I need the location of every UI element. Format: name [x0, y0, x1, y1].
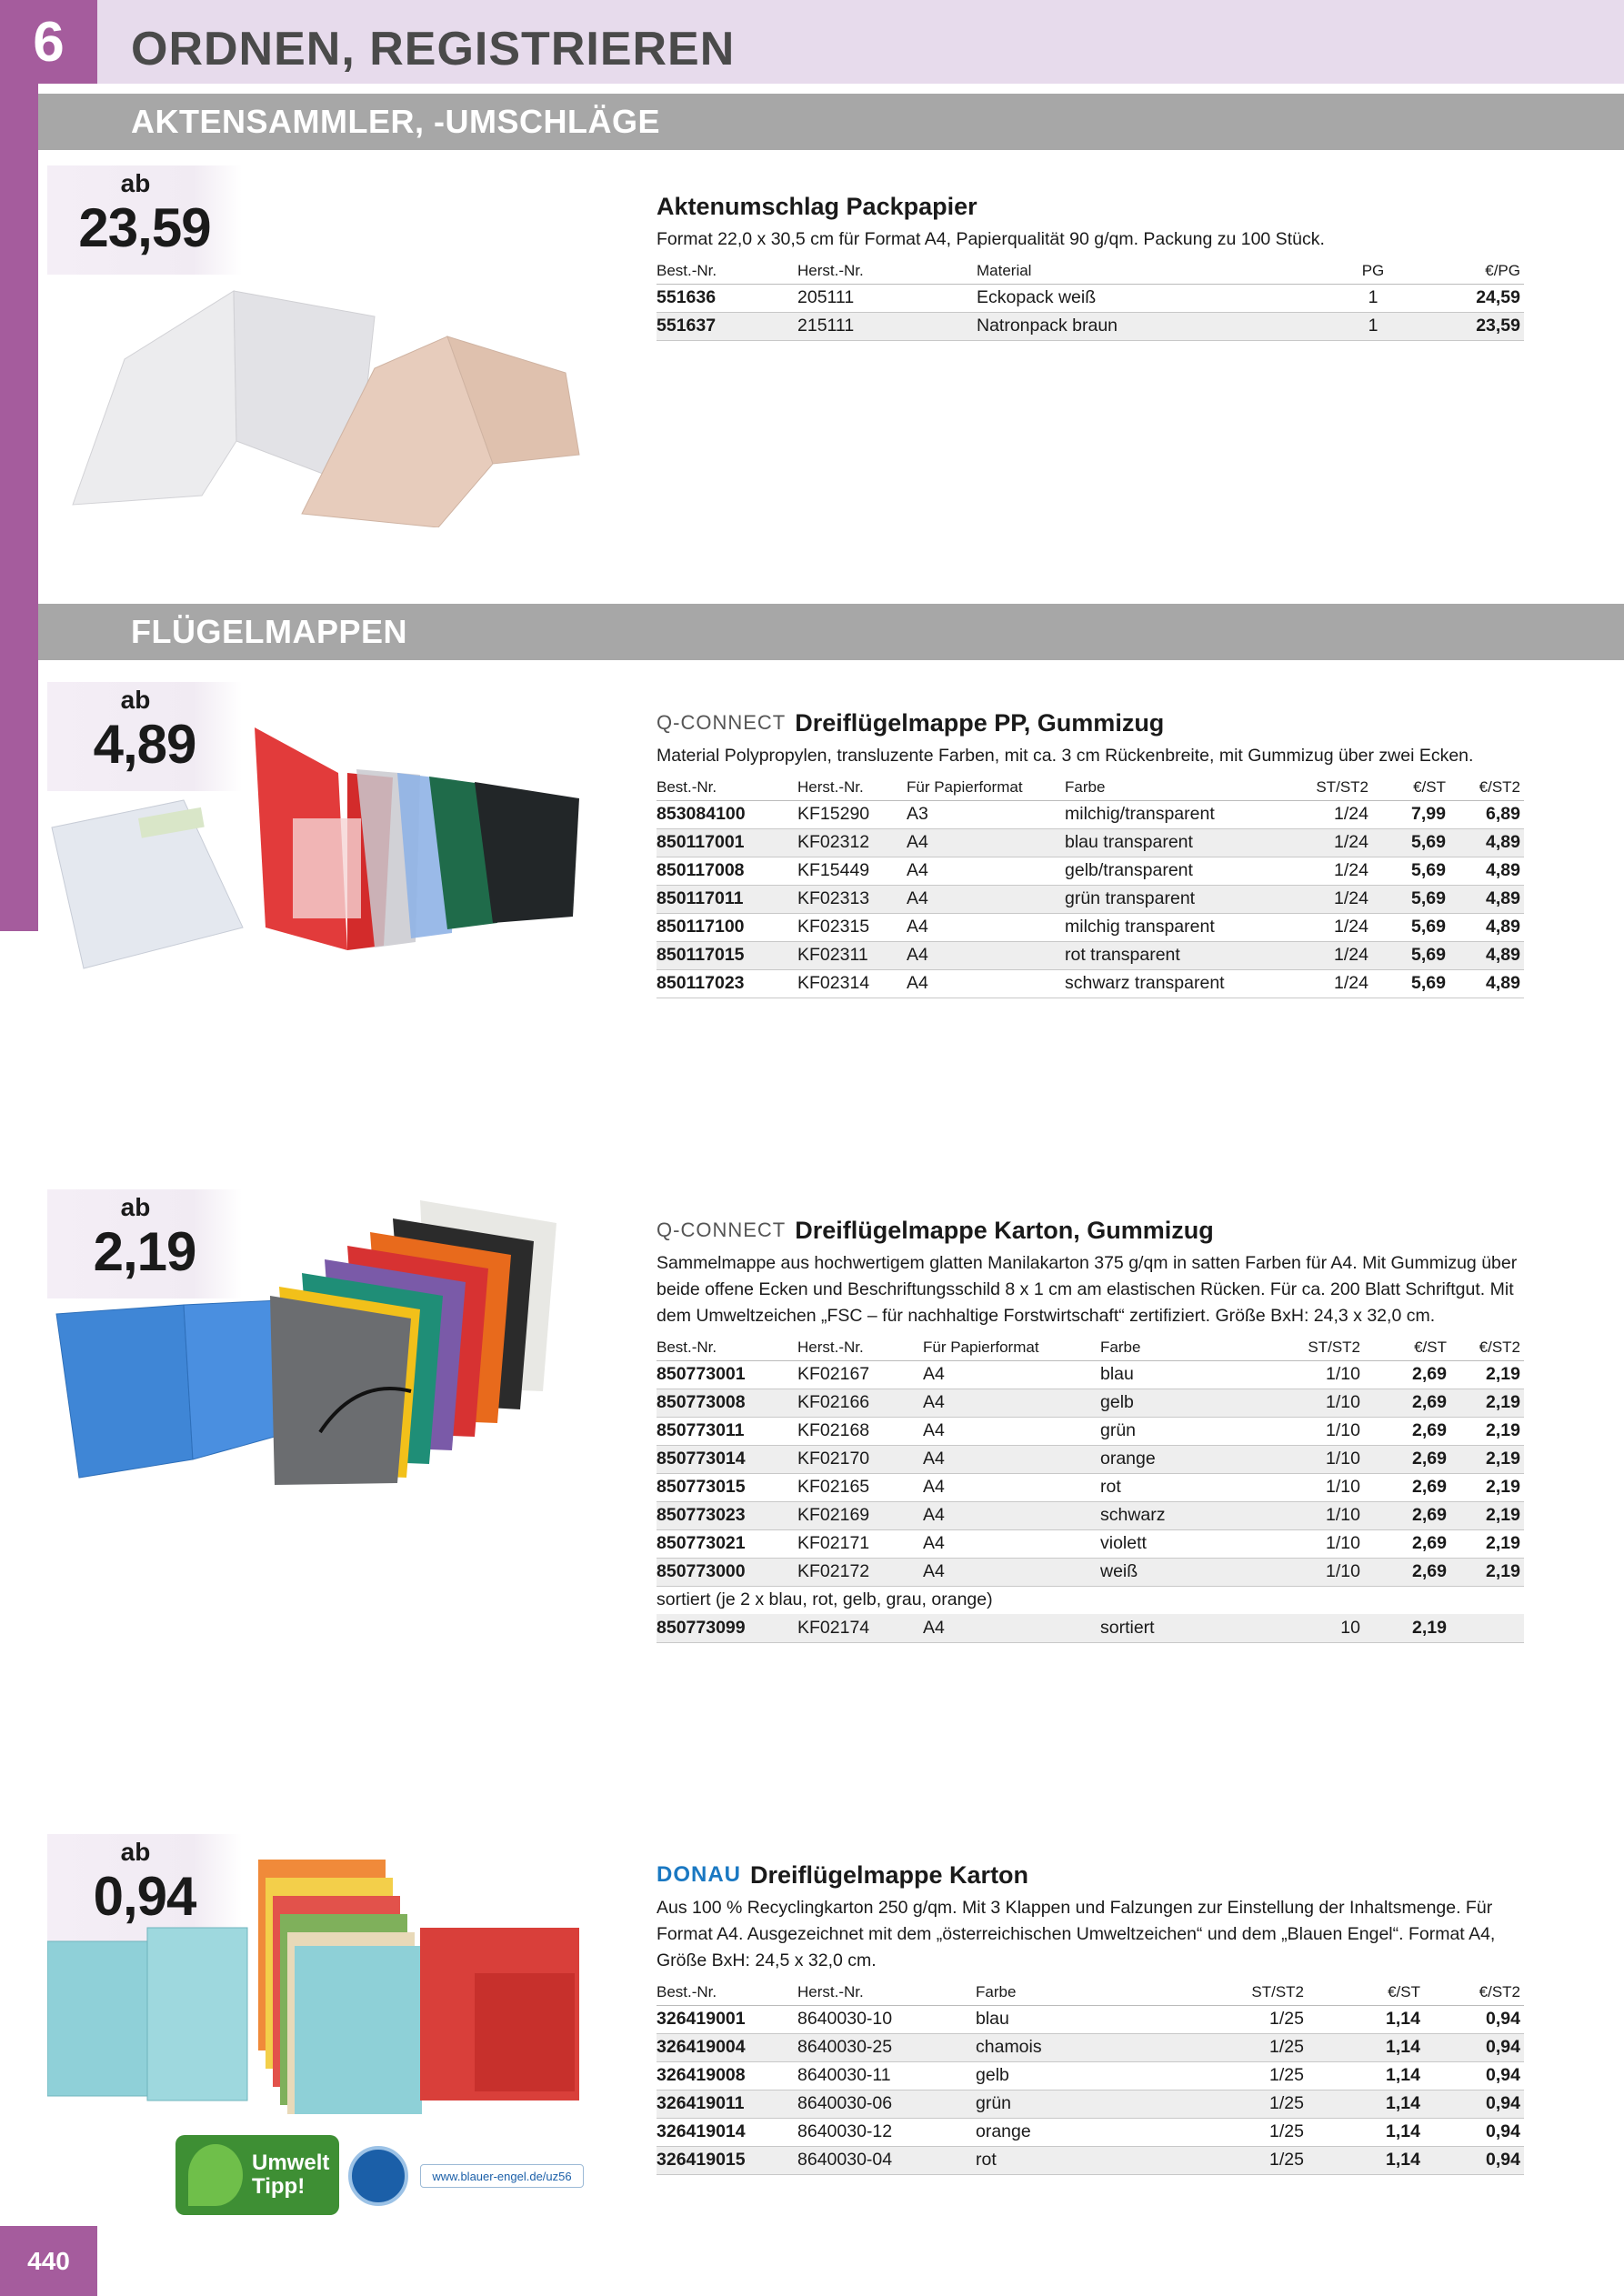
paper-format: A4 [923, 1501, 1100, 1529]
price-per-unit-bulk: 4,89 [1449, 828, 1524, 857]
price-prefix: ab [120, 1838, 151, 1866]
unit: 1/10 [1282, 1417, 1364, 1445]
paper-format: A4 [923, 1360, 1100, 1389]
unit: 1/25 [1203, 2033, 1308, 2061]
color: violett [1100, 1529, 1282, 1558]
price-per-unit-bulk: 0,94 [1424, 2146, 1524, 2174]
table-row [657, 1445, 1524, 1473]
column-header: ST/ST2 [1282, 1335, 1364, 1360]
manufacturer-number: KF02171 [797, 1529, 923, 1558]
table-row [657, 2090, 1524, 2118]
product-title [657, 190, 1524, 223]
assortment-note: sortiert (je 2 x blau, rot, gelb, grau, orange) [657, 1589, 993, 1610]
column-header: €/PG [1424, 258, 1524, 284]
unit: 10 [1282, 1614, 1364, 1642]
price-per-unit-bulk [1450, 1614, 1524, 1642]
table-row [657, 941, 1524, 969]
price-per-unit-bulk: 0,94 [1424, 2061, 1524, 2090]
price-per-unit-bulk: 2,19 [1450, 1360, 1524, 1389]
price-prefix: ab [120, 169, 151, 197]
manufacturer-number: KF02166 [797, 1389, 923, 1417]
price-per-unit-bulk: 2,19 [1450, 1417, 1524, 1445]
section-title: FLÜGELMAPPEN [131, 613, 408, 650]
paper-format: A4 [923, 1473, 1100, 1501]
paper-format: A4 [907, 969, 1065, 998]
price-per-unit-bulk: 4,89 [1449, 857, 1524, 885]
unit: 1/24 [1295, 913, 1372, 941]
product-name: Dreiflügelmappe Karton, Gummizug [795, 1217, 1214, 1244]
folder-image-packpapier [56, 273, 593, 527]
table-row [657, 1558, 1524, 1586]
price-value: 0,94 [93, 1866, 196, 1927]
price-value: 2,19 [93, 1221, 196, 1282]
column-header: Farbe [976, 1980, 1203, 2005]
paper-format: A4 [923, 1558, 1100, 1586]
article-number: 850117011 [657, 885, 797, 913]
manufacturer-number: 205111 [797, 284, 977, 312]
article-number: 850117015 [657, 941, 797, 969]
product-pp [657, 707, 1524, 998]
price-per-unit: 1,14 [1308, 2118, 1424, 2146]
article-number: 850773023 [657, 1501, 797, 1529]
table-row [657, 1529, 1524, 1558]
price-per-unit: 1,14 [1308, 2090, 1424, 2118]
article-number: 326419014 [657, 2118, 797, 2146]
unit: 1/24 [1295, 800, 1372, 828]
column-header: Best.-Nr. [657, 258, 797, 284]
color: gelb [976, 2061, 1203, 2090]
paper-format: A4 [907, 857, 1065, 885]
manufacturer-number: 8640030-11 [797, 2061, 976, 2090]
paper-format: A4 [923, 1445, 1100, 1473]
color: orange [976, 2118, 1203, 2146]
brand-logo-qconnect: Q-CONNECT [657, 711, 787, 734]
column-header: ST/ST2 [1295, 775, 1372, 800]
column-header: Herst.-Nr. [797, 1335, 923, 1360]
color: grün [976, 2090, 1203, 2118]
unit: 1/10 [1282, 1473, 1364, 1501]
price: 23,59 [1424, 312, 1524, 340]
price-per-unit: 2,69 [1364, 1417, 1450, 1445]
unit: 1/25 [1203, 2146, 1308, 2174]
price-per-unit: 5,69 [1372, 828, 1449, 857]
product-name: Aktenumschlag Packpapier [657, 193, 977, 220]
color: grün transparent [1065, 885, 1295, 913]
color: milchig/transparent [1065, 800, 1295, 828]
price-per-unit-bulk: 4,89 [1449, 969, 1524, 998]
color: rot [1100, 1473, 1282, 1501]
leaf-icon [188, 2144, 243, 2206]
paper-format: A4 [923, 1389, 1100, 1417]
article-number: 326419008 [657, 2061, 797, 2090]
table-row [657, 1360, 1524, 1389]
manufacturer-number: 8640030-10 [797, 2005, 976, 2033]
table-row [657, 828, 1524, 857]
column-header: Best.-Nr. [657, 775, 797, 800]
price-per-unit-bulk: 0,94 [1424, 2005, 1524, 2033]
table-row [657, 312, 1524, 340]
column-header: Für Papierformat [923, 1335, 1100, 1360]
unit: 1/10 [1282, 1558, 1364, 1586]
unit: 1/24 [1295, 885, 1372, 913]
price-per-unit: 1,14 [1308, 2061, 1424, 2090]
product-title [657, 707, 1524, 739]
color: chamois [976, 2033, 1203, 2061]
price-per-unit: 2,69 [1364, 1473, 1450, 1501]
price-per-unit: 2,69 [1364, 1445, 1450, 1473]
manufacturer-number: KF02315 [797, 913, 907, 941]
article-number: 551636 [657, 284, 797, 312]
column-header: €/ST [1308, 1980, 1424, 2005]
folder-image-karton-gummizug [47, 1196, 584, 1487]
manufacturer-number: KF02169 [797, 1501, 923, 1529]
article-number: 850773008 [657, 1389, 797, 1417]
price-per-unit-bulk: 2,19 [1450, 1501, 1524, 1529]
unit: 1/25 [1203, 2061, 1308, 2090]
column-header: PG [1322, 258, 1424, 284]
manufacturer-number: 8640030-06 [797, 2090, 976, 2118]
manufacturer-number: KF02174 [797, 1614, 923, 1642]
color: grün [1100, 1417, 1282, 1445]
price-per-unit-bulk: 6,89 [1449, 800, 1524, 828]
price-per-unit: 1,14 [1308, 2033, 1424, 2061]
product-aktenumschlag [657, 190, 1524, 341]
folder-image-donau [47, 1855, 584, 2119]
price-prefix: ab [120, 1193, 151, 1221]
price-value: 23,59 [78, 197, 211, 258]
article-number: 853084100 [657, 800, 797, 828]
material: Natronpack braun [977, 312, 1322, 340]
price-per-unit: 1,14 [1308, 2005, 1424, 2033]
color: gelb/transparent [1065, 857, 1295, 885]
color: blau transparent [1065, 828, 1295, 857]
column-header: ST/ST2 [1203, 1980, 1308, 2005]
product-donau [657, 1859, 1524, 2175]
table-row [657, 2005, 1524, 2033]
column-header: Herst.-Nr. [797, 1980, 976, 2005]
table-row [657, 1501, 1524, 1529]
manufacturer-number: KF02311 [797, 941, 907, 969]
article-number: 850773000 [657, 1558, 797, 1586]
article-number: 551637 [657, 312, 797, 340]
price-per-unit: 5,69 [1372, 941, 1449, 969]
article-number: 850773014 [657, 1445, 797, 1473]
price-per-unit: 1,14 [1308, 2146, 1424, 2174]
table-row [657, 969, 1524, 998]
manufacturer-number: KF02312 [797, 828, 907, 857]
price-per-unit: 2,69 [1364, 1558, 1450, 1586]
color: schwarz [1100, 1501, 1282, 1529]
color: orange [1100, 1445, 1282, 1473]
folder-image-pp [47, 700, 584, 973]
price-per-unit-bulk: 2,19 [1450, 1529, 1524, 1558]
product-description: Aus 100 % Recyclingkarton 250 g/qm. Mit 3 Klappen und Falzungen zur Einstellung der Inhaltsmenge. Für Format A4. Ausgezeichnet mit dem „österreichischen Umweltzeichen“ und dem „Blauen Engel“. Format A4, Größe BxH: 24,5 x 32,0 cm. [657, 1898, 1496, 1970]
paper-format: A4 [907, 828, 1065, 857]
product-name: Dreiflügelmappe PP, Gummizug [795, 709, 1165, 737]
color: rot [976, 2146, 1203, 2174]
chapter-number: 6 [0, 0, 97, 84]
price-box [47, 165, 242, 275]
price-per-unit-bulk: 4,89 [1449, 913, 1524, 941]
article-number: 850773011 [657, 1417, 797, 1445]
paper-format: A4 [907, 913, 1065, 941]
unit: 1/10 [1282, 1529, 1364, 1558]
unit: 1/25 [1203, 2118, 1308, 2146]
table-row [657, 1417, 1524, 1445]
unit: 1/24 [1295, 941, 1372, 969]
color: weiß [1100, 1558, 1282, 1586]
section-bar-fluegelmappen [38, 604, 1624, 660]
manufacturer-number: 8640030-25 [797, 2033, 976, 2061]
table-row [657, 857, 1524, 885]
price-per-unit: 7,99 [1372, 800, 1449, 828]
article-number: 326419001 [657, 2005, 797, 2033]
paper-format: A3 [907, 800, 1065, 828]
table-row [657, 284, 1524, 312]
manufacturer-number: 215111 [797, 312, 977, 340]
table-row [657, 2146, 1524, 2174]
manufacturer-number: KF15290 [797, 800, 907, 828]
price-per-unit: 2,69 [1364, 1389, 1450, 1417]
table-row [657, 885, 1524, 913]
page-title: ORDNEN, REGISTRIEREN [131, 23, 736, 75]
product-description: Format 22,0 x 30,5 cm für Format A4, Papierqualität 90 g/qm. Packung zu 100 Stück. [657, 229, 1325, 249]
table-row [657, 2118, 1524, 2146]
blue-angel-icon [348, 2146, 408, 2206]
umwelt-tipp-badge [175, 2135, 339, 2215]
color: schwarz transparent [1065, 969, 1295, 998]
unit: 1/24 [1295, 969, 1372, 998]
column-header: Best.-Nr. [657, 1980, 797, 2005]
manufacturer-number: KF02172 [797, 1558, 923, 1586]
price-per-unit-bulk: 0,94 [1424, 2118, 1524, 2146]
price-per-unit-bulk: 0,94 [1424, 2090, 1524, 2118]
unit: 1/10 [1282, 1360, 1364, 1389]
table-row [657, 2061, 1524, 2090]
product-description: Material Polypropylen, transluzente Farben, mit ca. 3 cm Rückenbreite, mit Gummizug über zwei Ecken. [657, 746, 1474, 766]
manufacturer-number: KF02168 [797, 1417, 923, 1445]
color: gelb [1100, 1389, 1282, 1417]
section-bar-aktensammler [38, 94, 1624, 150]
section-title: AKTENSAMMLER, -UMSCHLÄGE [131, 103, 660, 140]
column-header: Herst.-Nr. [797, 258, 977, 284]
paper-format: A4 [923, 1614, 1100, 1642]
price-per-unit-bulk: 2,19 [1450, 1558, 1524, 1586]
table-note-row [657, 1586, 1524, 1614]
price-per-unit: 2,19 [1364, 1614, 1450, 1642]
manufacturer-number: KF02314 [797, 969, 907, 998]
product-table [657, 775, 1524, 998]
price: 24,59 [1424, 284, 1524, 312]
product-title [657, 1859, 1524, 1891]
manufacturer-number: KF02313 [797, 885, 907, 913]
unit: 1/10 [1282, 1445, 1364, 1473]
column-header: Material [977, 258, 1322, 284]
column-header: €/ST [1372, 775, 1449, 800]
brand-logo-donau: DONAU [657, 1862, 741, 1887]
material: Eckopack weiß [977, 284, 1322, 312]
column-header: Für Papierformat [907, 775, 1065, 800]
color: sortiert [1100, 1614, 1282, 1642]
unit: 1/25 [1203, 2005, 1308, 2033]
product-name: Dreiflügelmappe Karton [750, 1861, 1029, 1889]
manufacturer-number: 8640030-04 [797, 2146, 976, 2174]
page-number: 440 [0, 2226, 97, 2296]
article-number: 326419011 [657, 2090, 797, 2118]
price-per-unit-bulk: 4,89 [1449, 885, 1524, 913]
price-per-unit-bulk: 4,89 [1449, 941, 1524, 969]
blue-angel-link[interactable]: www.blauer-engel.de/uz56 [420, 2164, 584, 2188]
product-table [657, 1980, 1524, 2175]
price-per-unit-bulk: 2,19 [1450, 1445, 1524, 1473]
paper-format: A4 [907, 885, 1065, 913]
price-per-unit: 2,69 [1364, 1501, 1450, 1529]
product-karton-gummizug [657, 1214, 1524, 1643]
article-number: 850773001 [657, 1360, 797, 1389]
article-number: 850117001 [657, 828, 797, 857]
table-row [657, 800, 1524, 828]
unit: 1/24 [1295, 857, 1372, 885]
manufacturer-number: KF02170 [797, 1445, 923, 1473]
table-row [657, 2033, 1524, 2061]
column-header: Farbe [1100, 1335, 1282, 1360]
price-prefix: ab [120, 686, 151, 714]
brand-logo-qconnect: Q-CONNECT [657, 1218, 787, 1241]
price-per-unit: 5,69 [1372, 885, 1449, 913]
paper-format: A4 [907, 941, 1065, 969]
price-per-unit: 5,69 [1372, 969, 1449, 998]
paper-format: A4 [923, 1529, 1100, 1558]
price-per-unit-bulk: 2,19 [1450, 1473, 1524, 1501]
table-row [657, 1473, 1524, 1501]
price-value: 4,89 [93, 714, 196, 775]
column-header: Herst.-Nr. [797, 775, 907, 800]
chapter-side-bar [0, 84, 38, 931]
article-number: 850773021 [657, 1529, 797, 1558]
table-row [657, 1614, 1524, 1642]
unit: 1/10 [1282, 1389, 1364, 1417]
manufacturer-number: KF02165 [797, 1473, 923, 1501]
product-title [657, 1214, 1524, 1247]
eco-badge-text: Umwelt Tipp! [252, 2151, 330, 2199]
price-per-unit: 5,69 [1372, 913, 1449, 941]
paper-format: A4 [923, 1417, 1100, 1445]
column-header: Best.-Nr. [657, 1335, 797, 1360]
unit: 1/25 [1203, 2090, 1308, 2118]
manufacturer-number: 8640030-12 [797, 2118, 976, 2146]
column-header: Farbe [1065, 775, 1295, 800]
product-table [657, 1335, 1524, 1643]
manufacturer-number: KF02167 [797, 1360, 923, 1389]
price-per-unit: 2,69 [1364, 1529, 1450, 1558]
color: rot transparent [1065, 941, 1295, 969]
pack-unit: 1 [1322, 284, 1424, 312]
pack-unit: 1 [1322, 312, 1424, 340]
article-number: 850773099 [657, 1614, 797, 1642]
article-number: 326419004 [657, 2033, 797, 2061]
product-description: Sammelmappe aus hochwertigem glatten Manilakarton 375 g/qm in satten Farben für A4. Mit Gummizug über beide offene Ecken und Beschriftungsschild 8 x 1 cm am elastischen Rücken. Für ca. 200 Blatt Schriftgut. Mit dem Umweltzeichen „FSC – für nachhaltige Forstwirtschaft“ zertifiziert. Größe BxH: 24,3 x 32,0 cm. [657, 1253, 1518, 1326]
column-header: €/ST [1364, 1335, 1450, 1360]
column-header: €/ST2 [1450, 1335, 1524, 1360]
price-per-unit: 2,69 [1364, 1360, 1450, 1389]
article-number: 850117008 [657, 857, 797, 885]
table-row [657, 1389, 1524, 1417]
article-number: 326419015 [657, 2146, 797, 2174]
unit: 1/10 [1282, 1501, 1364, 1529]
manufacturer-number: KF15449 [797, 857, 907, 885]
article-number: 850117100 [657, 913, 797, 941]
table-row [657, 913, 1524, 941]
product-table [657, 258, 1524, 341]
column-header: €/ST2 [1424, 1980, 1524, 2005]
price-per-unit: 5,69 [1372, 857, 1449, 885]
color: blau [1100, 1360, 1282, 1389]
color: milchig transparent [1065, 913, 1295, 941]
article-number: 850773015 [657, 1473, 797, 1501]
article-number: 850117023 [657, 969, 797, 998]
color: blau [976, 2005, 1203, 2033]
column-header: €/ST2 [1449, 775, 1524, 800]
price-per-unit-bulk: 0,94 [1424, 2033, 1524, 2061]
unit: 1/24 [1295, 828, 1372, 857]
price-per-unit-bulk: 2,19 [1450, 1389, 1524, 1417]
